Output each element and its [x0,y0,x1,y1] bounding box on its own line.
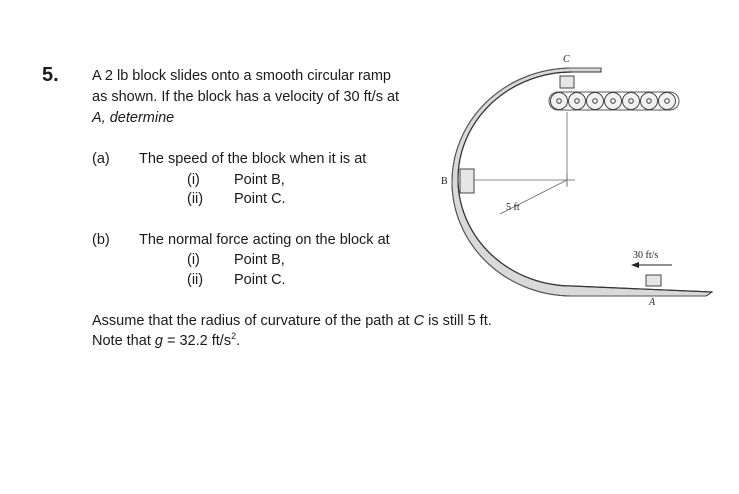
label-b: B [441,176,448,187]
part-b-item-2-num: (ii) [187,272,204,288]
part-a-label: (a) [92,151,110,167]
part-b-item-1-num: (i) [187,252,200,268]
part-a-text: The speed of the block when it is at [139,151,367,167]
part-a-item-1-text: Point B, [234,172,285,188]
part-b-item-2-text: Point C. [234,272,286,288]
label-a: A [649,297,656,308]
part-b-label: (b) [92,232,110,248]
part-a-item-1-num: (i) [187,172,200,188]
intro-line-1: A 2 lb block slides onto a smooth circular ramp [92,68,391,84]
part-b-text: The normal force acting on the block at [139,232,390,248]
part-a-item-2-text: Point C. [234,191,286,207]
block-at-b [460,169,474,193]
assumption-line: Assume that the radius of curvature of the path at C is still 5 ft. [92,313,492,329]
part-a-item-2-num: (ii) [187,191,204,207]
label-c: C [563,54,570,65]
block-at-a [646,275,661,286]
part-b-item-1-text: Point B, [234,252,285,268]
radius-label: 5 ft [506,202,520,213]
problem-number: 5. [42,64,59,86]
conveyor-rollers [549,92,679,110]
velocity-label: 30 ft/s [633,250,659,261]
intro-line-3: A, determine [92,110,175,126]
gravity-note: Note that g = 32.2 $ft/s^2$. [92,331,241,349]
block-at-c [560,76,574,88]
intro-line-2: as shown. If the block has a velocity of 30 ft/s at [92,89,400,105]
